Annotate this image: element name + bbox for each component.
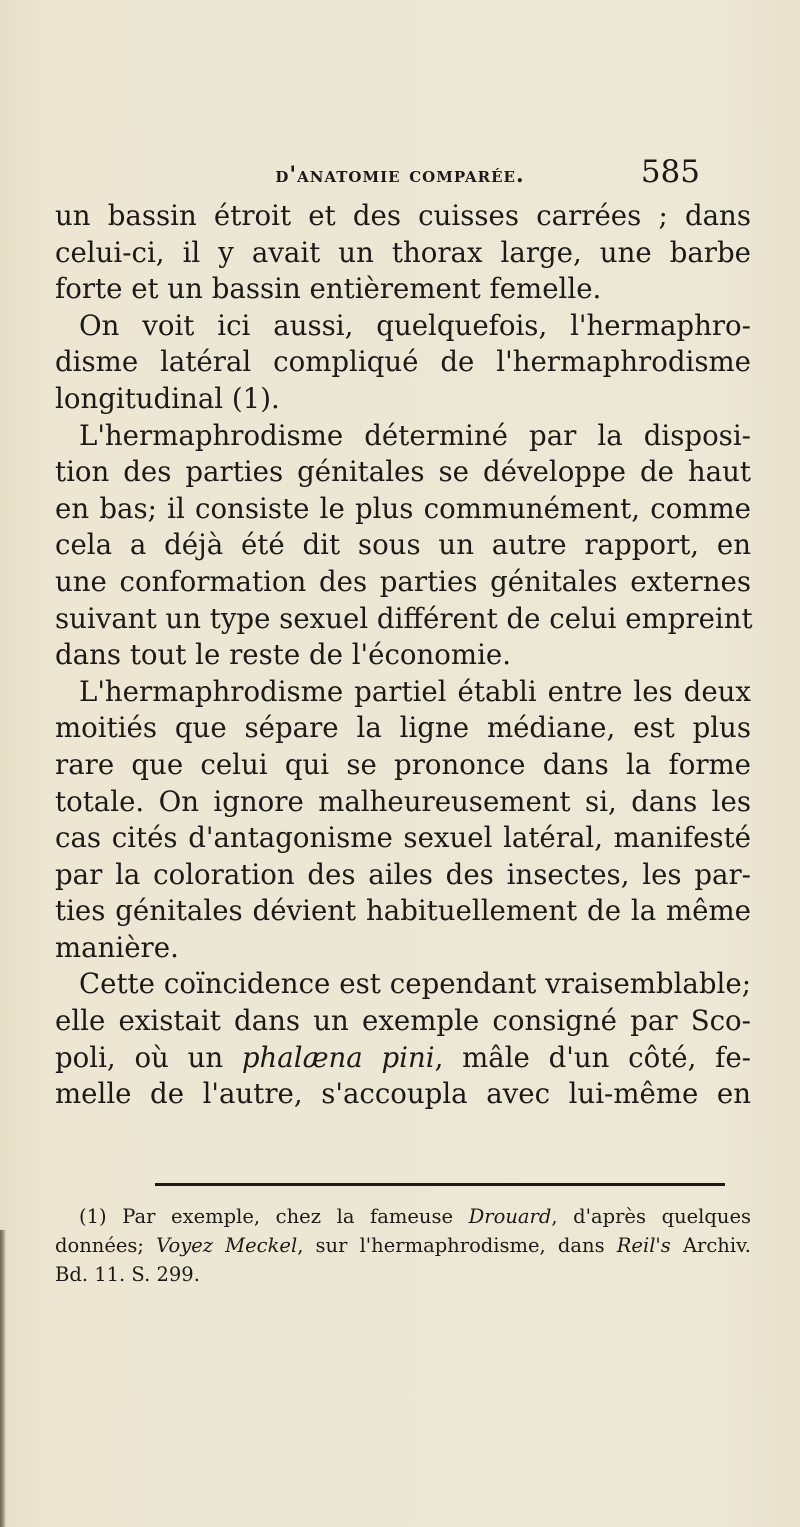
text-line: ties génitales dévient habituellement de la même: [55, 894, 751, 928]
footnote-italic: Voyez Meckel: [156, 1234, 298, 1257]
text-line: disme latéral compliqué de l'hermaphrodisme: [55, 345, 751, 379]
text-line: une conformation des parties génitales externes: [55, 564, 751, 598]
footnote-line: [55, 1202, 751, 1231]
footnote-italic: Reil's: [616, 1234, 671, 1257]
text-line: L'hermaphrodisme partiel établi entre les deux: [79, 674, 751, 708]
text-line: par la coloration des ailes des insectes, les par-: [55, 857, 751, 891]
text-span: données;: [55, 1234, 157, 1257]
page-number: 585: [640, 154, 700, 190]
text-line: melle de l'autre, s'accoupla avec lui-même en: [55, 1077, 751, 1111]
text-line: tion des parties génitales se développe de haut: [55, 455, 751, 489]
text-line: moitiés que sépare la ligne médiane, est plus: [55, 711, 751, 745]
footnote: [55, 1202, 751, 1289]
text-line: suivant un type sexuel différent de celui empreint: [55, 601, 753, 635]
text-line: manière.: [55, 930, 179, 964]
text-line: L'hermaphrodisme déterminé par la disposi-: [79, 418, 751, 452]
page-header: [100, 150, 700, 200]
text-line: un bassin étroit et des cuisses carrées ; dans: [55, 199, 751, 232]
text-line: totale. On ignore malheureusement si, dans les: [55, 784, 751, 818]
body-text: [55, 198, 751, 1113]
footnote-rule: [155, 1183, 725, 1186]
text-line: celui-ci, il y avait un thorax large, une barbe: [55, 235, 751, 269]
running-head: d'anatomie comparée.: [275, 162, 525, 188]
text-span: poli, où un: [55, 1040, 242, 1074]
text-span: Archiv.: [670, 1234, 751, 1257]
text-line: dans tout le reste de l'économie.: [55, 638, 511, 672]
text-line: elle existait dans un exemple consigné par Sco-: [55, 1004, 751, 1038]
text-line-italic: [55, 1040, 751, 1077]
species-name: phalæna pini: [241, 1040, 435, 1074]
text-span: , mâle d'un côté, fe-: [434, 1040, 751, 1074]
text-line: cas cités d'antagonisme sexuel latéral, manifesté: [55, 821, 751, 855]
text-span: , d'après quelques: [551, 1205, 751, 1228]
text-line: longitudinal (1).: [55, 381, 280, 415]
text-line: On voit ici aussi, quelquefois, l'hermaphro-: [79, 308, 751, 342]
text-line: forte et un bassin entièrement femelle.: [55, 272, 602, 306]
page-binding-edge: [0, 1230, 6, 1527]
footnote-line: Bd. 11. S. 299.: [55, 1263, 200, 1286]
text-line: en bas; il consiste le plus communément, comme: [55, 491, 751, 525]
footnote-line: [55, 1231, 751, 1260]
text-line: Cette coïncidence est cependant vraisemblable;: [79, 967, 751, 1001]
text-span: (1) Par exemple, chez la fameuse: [79, 1205, 469, 1228]
text-line: rare que celui qui se prononce dans la forme: [55, 747, 751, 781]
text-span: , sur l'hermaphrodisme, dans: [297, 1234, 617, 1257]
text-line: cela a déjà été dit sous un autre rapport, en: [55, 528, 751, 562]
footnote-italic: Drouard: [468, 1205, 552, 1228]
